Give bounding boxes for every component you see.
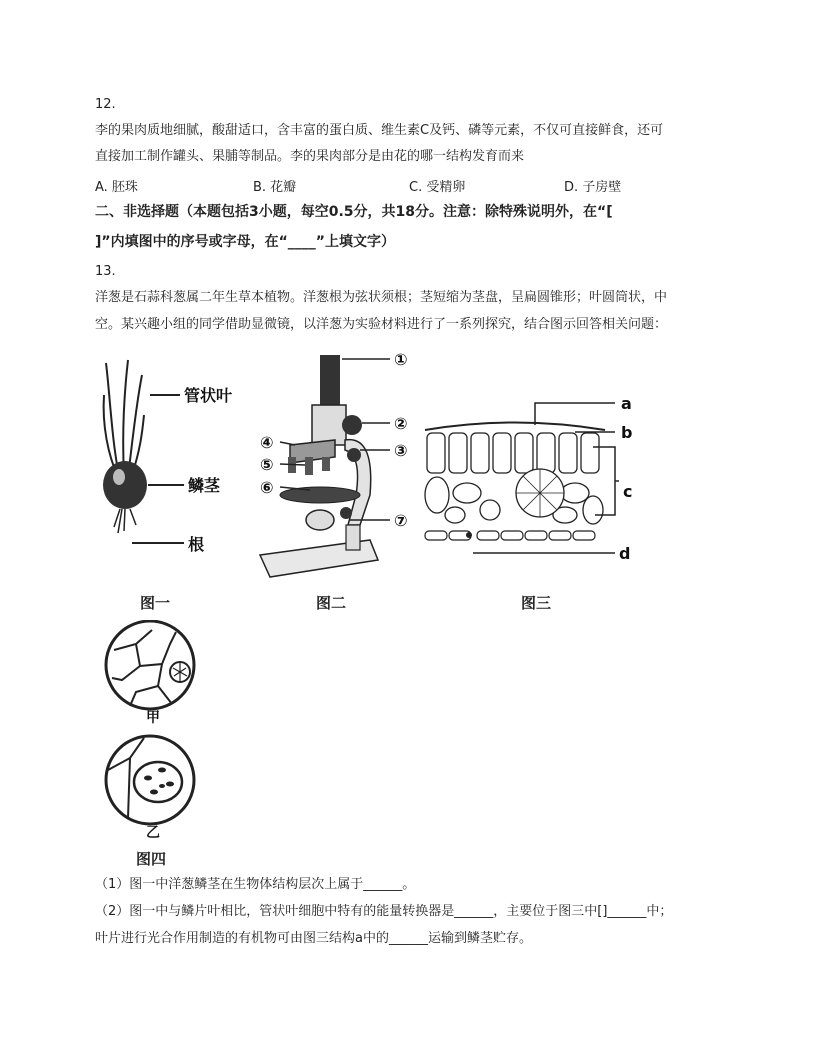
microscope-views-drawing	[100, 620, 210, 870]
fig4-label-jia: 甲	[146, 710, 160, 726]
fig3-label-a: a	[621, 394, 632, 413]
q13-number: 13.	[95, 264, 116, 279]
figure-1-onion	[92, 355, 252, 565]
mirror	[306, 510, 334, 530]
q12-stem-line2: 直接加工制作罐头、果脯等制品。李的果肉部分是由花的哪一结构发育而来	[95, 149, 525, 164]
eyepiece	[320, 355, 340, 410]
fig2-label-3: ③	[394, 441, 408, 460]
q12-option-c: C. 受精卵	[409, 180, 466, 195]
q13-sub1: （1）图一中洋葱鳞茎在生物体结构层次上属于______。	[95, 877, 416, 892]
fig3-caption: 图三	[521, 594, 552, 612]
q12-stem-line1: 李的果肉质地细腻，酸甜适口，含丰富的蛋白质、维生素C及钙、磷等元素，不仅可直接鲜食，还可	[95, 123, 664, 138]
fig1-label-root: 根	[188, 535, 205, 554]
fig4-label-yi: 乙	[146, 825, 160, 841]
figure-3-leaf-section	[415, 385, 645, 570]
fig2-label-6: ⑥	[260, 478, 274, 497]
q13-sub2-line2: 叶片进行光合作用制造的有机物可由图三结构a中的______运输到鳞茎贮存。	[95, 931, 532, 946]
figure-2-microscope	[250, 345, 420, 585]
q12-option-b: B. 花瓣	[253, 180, 297, 195]
leaf-section-drawing	[415, 385, 645, 570]
section2-heading-line1: 二、非选择题（本题包括3小题，每空0.5分，共18分。注意：除特殊说明外，在“[	[95, 204, 613, 220]
fig4-caption: 图四	[136, 850, 167, 868]
fig3-label-b: b	[621, 423, 633, 442]
onion-plant-drawing	[92, 355, 252, 565]
fig2-label-2: ②	[394, 414, 408, 433]
q13-stem-line2: 空。某兴趣小组的同学借助显微镜，以洋葱为实验材料进行了一系列探究，结合图示回答相关问题：	[95, 317, 668, 332]
fig2-label-1: ①	[394, 350, 408, 369]
q12-number: 12.	[95, 97, 116, 112]
q12-option-d: D. 子房壁	[564, 180, 622, 195]
stage	[280, 487, 360, 503]
q13-sub2-line1: （2）图一中与鳞片叶相比，管状叶细胞中特有的能量转换器是______，主要位于图三中[]______中；	[95, 904, 673, 919]
fig3-label-c: c	[623, 482, 633, 501]
section2-heading-line2: ]”内填图中的序号或字母，在“____”上填文字）	[95, 234, 396, 250]
fig3-label-d: d	[619, 544, 631, 563]
fig2-label-4: ④	[260, 433, 274, 452]
coarse-knob	[342, 415, 362, 435]
microscope-drawing	[250, 345, 420, 585]
figure-4-views	[100, 620, 210, 870]
bulb-shape	[103, 461, 147, 509]
fig1-caption: 图一	[140, 594, 171, 612]
fig2-label-7: ⑦	[394, 511, 408, 530]
fig2-caption: 图二	[316, 594, 347, 612]
q12-option-a: A. 胚珠	[95, 180, 138, 195]
fig1-label-bulb: 鳞茎	[188, 476, 221, 495]
fig1-label-leaf: 管状叶	[184, 386, 233, 405]
q13-stem-line1: 洋葱是石蒜科葱属二年生草本植物。洋葱根为弦状须根；茎短缩为茎盘，呈扁圆锥形；叶圆筒状，中	[95, 290, 668, 305]
fig2-label-5: ⑤	[260, 455, 274, 474]
